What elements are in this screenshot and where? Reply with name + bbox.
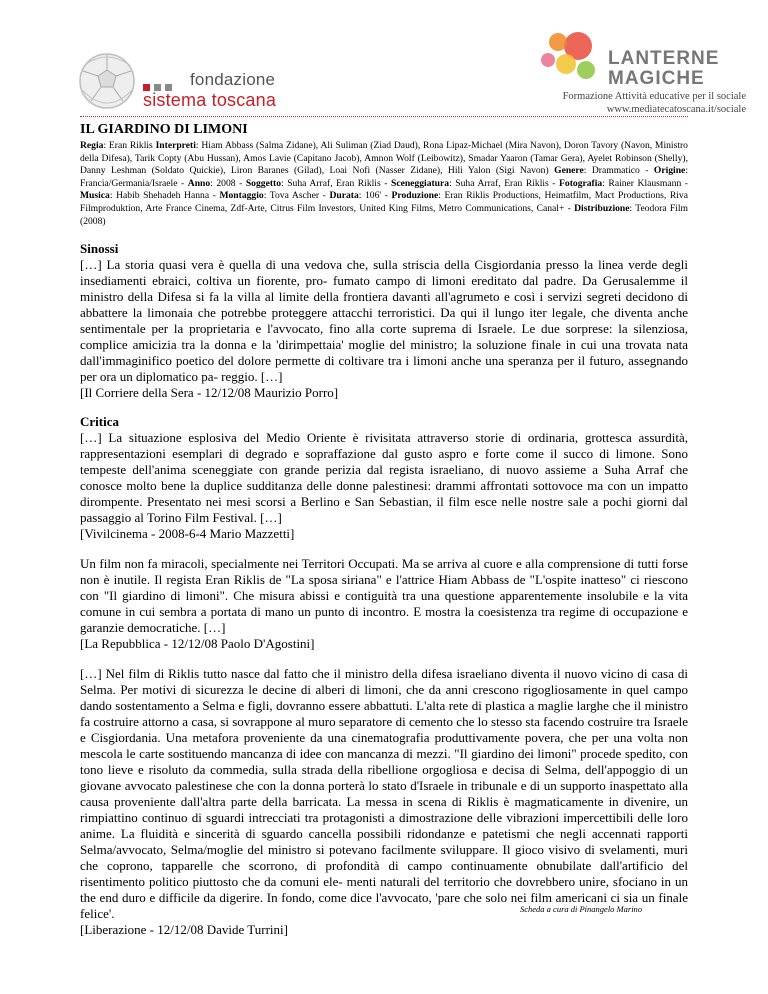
lanterne-magiche-logo [520, 28, 750, 113]
credit-label: Soggetto [245, 177, 282, 189]
globe-icon [78, 52, 136, 110]
sinossi-source: [Il Corriere della Sera - 12/12/08 Maurizio Porro] [80, 385, 339, 401]
credit-label: Origine [653, 165, 686, 177]
credit-value: : Francia/Germania/Israele - [80, 165, 688, 189]
credit-value: : Suha Arraf, Eran Riklis - [449, 177, 560, 189]
credit-value: : Teodora Film (2008) [80, 202, 688, 227]
credit-label: Interpreti [155, 140, 196, 151]
critica-heading: Critica [80, 414, 119, 430]
review-source: [La Repubblica - 12/12/08 Paolo D'Agostini] [80, 636, 315, 652]
credit-label: Anno [187, 177, 211, 189]
logo-fondazione-text: fondazione [190, 70, 276, 89]
film-sheet [80, 122, 688, 938]
credit-value: : 2008 - [210, 177, 246, 189]
sinossi-section [80, 241, 688, 401]
credit-label: Sceneggiatura [390, 177, 450, 189]
review-text: […] La situazione esplosiva del Medio Oriente è rivisitata attraverso storie di ordinaria, grottesca assurdità, rappresentazioni esemplari di degrado e sopraffazione dal gusto aspro e forte come il succo di limone. Sono tempeste dell'anima sceneggiate con grande perizia dal regista israeliano, di nuovo assieme a Suha Arraf che conosce molto bene la duplice sudditanza delle donne palestinesi: drammi affrontati sottovoce ma con un impatto dirompente. Presentato nei mesi scorsi a Berlino e San Sebastian, il film esce nelle nostre sale a pochi giorni dal passaggio al Torino Film Festival. […] [80, 430, 688, 526]
sinossi-heading: Sinossi [80, 241, 119, 257]
credit-value: : Tova Ascher - [263, 190, 330, 202]
credit-label: Genere [554, 165, 584, 177]
credit-label: Fotografia [559, 177, 603, 189]
film-title: IL GIARDINO DI LIMONI [80, 122, 248, 137]
fondazione-sistema-toscana-logo [78, 52, 358, 112]
header-divider [80, 116, 688, 117]
credit-value: : Eran Riklis Productions, Heimatfilm, Mact Productions, Riva Filmproduktion, Arte France Cinema, Zdf-Arte, Citrus Film Investors, United King Films, Metro Communications, Canal+ - [80, 190, 688, 214]
credit-label: Montaggio [219, 190, 264, 202]
review-text: […] Nel film di Riklis tutto nasce dal fatto che il ministro della difesa israeliano diventa il nuovo vicino di casa di Selma. Per motivi di sicurezza le decine di alberi di limoni, che da anni crescono rigogliosamente in quel campo dando sostentamento a Selma e figli, dovranno essere abbattuti. L'alta rete di plastica a maglie larghe che il ministro fa costruire attorno a casa, si sovrappone al muro separatore di cemento che lo stesso sta facendo costruire tra Israele e Cisgiordania. Una metafora proveniente da una cinematografia produttivamente povera, che per una volta non mescola le carte sostituendo mancanza di idee con mancanza di mezzi. "Il giardino dei limoni" procede spedito, con tono lieve e risoluto da commedia, sulla strada della ribellione orgogliosa e decisa di Selma, dell'appoggio di un giovane avvocato palestinese che con la donna porterà lo stato d'Israele in tribunale e di un supporto inaspettato alla causa proveniente dall'altra parte della barricata. La messa in scena di Riklis è magmaticamente in divenire, un rimpiattino continuo di sguardi intrecciati tra protagonisti a dimostrazione delle vibrazioni impercettibili delle loro anime. La fluidità e sincerità di sguardo cancella possibili ridondanze e patetismi che negli accennati rapporti Selma/avvocato, Selma/moglie del ministro si potevano facilmente sviluppare. Il gioco visivo di svelamenti, muri che coprono, tapparelle che scorrono, di profondità di campo continuamente obnubilate dall'artificio del risentimento politico piuttosto che da comuni ele- menti naturali del territorio che dovrebbero unire, sfociano in un the end duro e difficile da digerire. In fondo, come dice l'avvocato, 'pare che solo nei film americani ci sia un finale felice'. [80, 666, 688, 922]
credit-value: : Hiam Abbass (Salma Zidane), Ali Suliman (Ziad Daud), Rona Lipaz-Michael (Mira Navon), Doron Tavory (Navon, Ministro della Difesa), Tarik Copty (Abu Hussan), Amos Lavie (Capitano Jacob), Amnon Wolf (Leibowitz), Smadar Yaaron (Tamar Gera), Ayelet Robinson (Shelly), Danny Leshman (Soldato Quickie), Liron Baranes (Gilad), Loai Nofi (Nasser Zidane), Hili Yalon (Sigi Navon) [80, 140, 688, 177]
logo-website-link[interactable]: www.mediatecatoscana.it/sociale [606, 104, 746, 115]
review-source: [Liberazione - 12/12/08 Davide Turrini] [80, 922, 288, 938]
credit-label: Durata [329, 190, 359, 202]
credit-value: : 106' - [358, 190, 392, 202]
credit-value: : Suha Arraf, Eran Riklis - [281, 177, 391, 189]
credit-value: : Drammatico - [583, 165, 654, 177]
page-header [0, 0, 768, 120]
sheet-author-credit: Scheda a cura di Pinangelo Marino [520, 904, 643, 914]
logo-lanterne-text: LANTERNE [608, 48, 720, 69]
credit-label: Produzione [391, 190, 439, 202]
logo-magiche-text: MAGICHE [608, 68, 705, 89]
logo-tagline: Formazione Attività educative per il sociale [562, 91, 746, 102]
critica-section [80, 414, 688, 938]
credit-label: Distribuzione [574, 202, 630, 214]
credit-label: Musica [80, 190, 110, 202]
film-credits [80, 140, 688, 228]
credit-label: Regia [80, 140, 104, 151]
credit-value: : Rainer Klausmann - [602, 177, 688, 189]
credit-value: : Eran Riklis [103, 140, 156, 151]
sinossi-text: […] La storia quasi vera è quella di una vedova che, sulla striscia della Cisgiordania presso la linea verde degli insediamenti ebraici, coltiva un fiorente, pro- fumato campo di limoni ereditato dal padre. Da Gerusalemme il ministro della Difesa si fa la villa al limite della frontiera davanti all'agrumeto e così i servizi segreti decidono di abbattere la limonaia che potrebbe proteggere attacchi terroristici. Da qui il lungo iter legale, che diventa anche sentimentale per la proprietaria e l'avvocato, fino alla corte suprema di Israele. Le due sorprese: la silenziosa, complice amicizia tra la donna e la 'dirimpettaia' moglie del ministro; la soluzione finale in cui una trovata nata dall'immaginifico poetico del dolore permette di coltivare tra i limoni anche una speranza per il futuro, assegnando per ora un diplomatico pa- reggio. […] [80, 257, 688, 385]
logo-sistema-toscana-text: sistema toscana [143, 90, 277, 110]
credit-value: : Habib Shehadeh Hanna - [109, 190, 220, 202]
review-text: Un film non fa miracoli, specialmente nei Territori Occupati. Ma se arriva al cuore e alla comprensione di tutti forse non è inutile. Il regista Eran Riklis de "La sposa siriana" e l'attrice Hiam Abbass de "L'ospite inatteso" ci riescono con "Il giardino di limoni". Che misura abissi e contiguità tra una questione apparentemente insolubile e la vita comune in cui sembra a portata di mano un punto di incontro. E mostra la coesistenza tra regime di occupazione e garanzie democratiche. […] [80, 556, 688, 636]
review-source: [Vivilcinema - 2008-6-4 Mario Mazzetti] [80, 526, 295, 542]
lanterns-icon [520, 28, 600, 88]
